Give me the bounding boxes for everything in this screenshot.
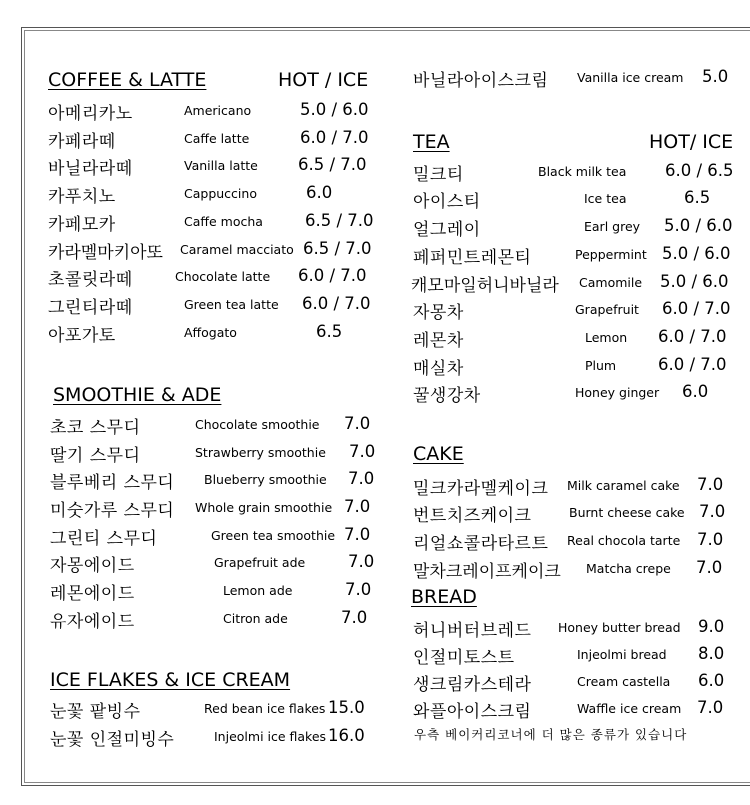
menu-item-english: Honey butter bread [558, 620, 681, 635]
menu-item-name: 초콜릿라떼 [48, 270, 133, 290]
menu-item-english: Injeolmi bread [577, 647, 667, 662]
menu-item-name: 그린티라떼 [48, 298, 133, 318]
menu-item-name: 아포가토 [48, 326, 116, 346]
menu-item-price: 6.0 [306, 183, 333, 202]
menu-item-price: 5.0 / 6.0 [660, 272, 729, 291]
menu-item-name: 딸기 스무디 [50, 446, 141, 466]
menu-item-english: Plum [585, 358, 617, 373]
menu-item-english: Burnt cheese cake [569, 505, 685, 520]
bread-heading: BREAD [411, 586, 477, 608]
menu-item-english: Green tea smoothie [211, 528, 336, 543]
menu-item-name: 얼그레이 [413, 220, 481, 240]
menu-item-english: Matcha crepe [586, 561, 671, 576]
menu-item-price: 6.5 / 7.0 [303, 239, 372, 258]
menu-item-price: 6.0 [698, 671, 725, 690]
menu-item-english: Green tea latte [184, 297, 279, 312]
menu-item-english: Black milk tea [538, 164, 627, 179]
menu-item-price: 7.0 [348, 469, 375, 488]
menu-item-english: Peppermint [575, 247, 647, 262]
menu-item-english: Ice tea [584, 191, 627, 206]
menu-item-english: Waffle ice cream [577, 701, 682, 716]
menu-item-name: 블루베리 스무디 [50, 473, 175, 493]
tea-hot-ice-label: HOT/ ICE [649, 131, 734, 153]
menu-item-price: 8.0 [698, 644, 725, 663]
menu-item-english: Strawberry smoothie [195, 445, 326, 460]
menu-item-price: 7.0 [341, 608, 368, 627]
menu-item-name: 그린티 스무디 [50, 529, 158, 549]
menu-item-price: 6.0 / 7.0 [302, 294, 371, 313]
menu-item-english: Earl grey [584, 219, 641, 234]
menu-item-name: 매실차 [413, 359, 464, 379]
menu-item-price: 6.5 [684, 188, 711, 207]
cake-heading: CAKE [413, 443, 464, 465]
menu-item-price: 5.0 / 6.0 [300, 100, 369, 119]
menu-item-name: 꿀생강차 [413, 386, 481, 406]
menu-item-name: 허니버터브레드 [413, 621, 532, 641]
menu-item-price: 7.0 [345, 580, 372, 599]
menu-item-english: Caffe mocha [184, 214, 263, 229]
menu-item-price: 7.0 [344, 414, 371, 433]
menu-item-name: 자몽차 [413, 303, 464, 323]
menu-item-name: 눈꽃 팥빙수 [50, 702, 141, 722]
menu-item-name: 바닐라라떼 [48, 159, 133, 179]
tea-heading: TEA [413, 131, 450, 153]
menu-item-english: Camomile [579, 275, 643, 290]
menu-item-english: Affogato [184, 325, 237, 340]
menu-item-english: Grapefruit [575, 302, 639, 317]
menu-item-name: 캐모마일허니바닐라 [411, 276, 559, 296]
menu-item-price: 7.0 [344, 525, 371, 544]
menu-item-english: Cream castella [577, 674, 671, 689]
menu-item-price: 6.5 / 7.0 [305, 211, 374, 230]
menu-item-english: Whole grain smoothie [195, 500, 333, 515]
menu-item-price: 6.0 / 7.0 [300, 128, 369, 147]
menu-item-english: Red bean ice flakes [204, 701, 326, 716]
coffee-hot-ice-label: HOT / ICE [278, 69, 369, 91]
menu-item-english: Citron ade [223, 611, 288, 626]
menu-item-price: 7.0 [344, 497, 371, 516]
menu-item-english: Milk caramel cake [567, 478, 680, 493]
menu-item-price: 9.0 [698, 617, 725, 636]
menu-item-name: 카푸치노 [48, 187, 116, 207]
menu-item-price: 6.0 / 7.0 [298, 266, 367, 285]
menu-item-price: 6.0 / 6.5 [665, 161, 734, 180]
menu-item-name: 카라멜마키아또 [48, 243, 163, 263]
menu-item-english: Injeolmi ice flakes [214, 729, 327, 744]
menu-item-price: 6.0 [682, 382, 709, 401]
bakery-note: 우측 베이커리코너에 더 많은 종류가 있습니다 [414, 727, 688, 742]
menu-item-english: Vanilla latte [184, 158, 258, 173]
menu-item-price: 15.0 [328, 698, 365, 717]
menu-item-english: Real chocola tarte [567, 533, 681, 548]
menu-item-price: 7.0 [349, 442, 376, 461]
menu-item-name: 바닐라아이스크림 [413, 71, 549, 91]
menu-item-price: 6.0 / 7.0 [658, 355, 727, 374]
menu-item-name: 레몬에이드 [50, 584, 135, 604]
menu-item-name: 눈꽃 인절미빙수 [50, 730, 175, 750]
menu-item-price: 7.0 [697, 698, 724, 717]
menu-item-price: 7.0 [699, 502, 726, 521]
menu-item-english: Chocolate latte [175, 269, 271, 284]
menu-item-english: Americano [184, 103, 252, 118]
menu-item-name: 리얼쇼콜라타르트 [413, 534, 549, 554]
coffee-heading: COFFEE & LATTE [48, 69, 207, 91]
smoothie-heading: SMOOTHIE & ADE [53, 384, 222, 406]
menu-item-name: 카페모카 [48, 215, 116, 235]
menu-item-price: 6.0 / 7.0 [658, 327, 727, 346]
menu-item-name: 아메리카노 [48, 104, 133, 124]
menu-item-english: Lemon ade [223, 583, 293, 598]
menu-item-english: Caffe latte [184, 131, 250, 146]
menu-item-name: 미숫가루 스무디 [50, 501, 175, 521]
menu-item-name: 카페라떼 [48, 132, 116, 152]
menu-item-english: Vanilla ice cream [577, 70, 684, 85]
menu-item-name: 레몬차 [413, 331, 464, 351]
menu-item-name: 말차크레이프케이크 [413, 562, 561, 582]
menu-item-name: 밀크카라멜케이크 [413, 479, 549, 499]
menu-item-name: 인절미토스트 [413, 648, 515, 668]
menu-item-name: 자몽에이드 [50, 556, 135, 576]
menu-item-price: 16.0 [328, 726, 365, 745]
menu-item-price: 7.0 [697, 530, 724, 549]
menu-item-price: 7.0 [696, 558, 723, 577]
menu-item-english: Cappuccino [184, 186, 257, 201]
menu-item-english: Caramel macciato [180, 242, 294, 257]
menu-item-name: 밀크티 [413, 165, 464, 185]
ice-heading: ICE FLAKES & ICE CREAM [50, 669, 291, 691]
menu-item-price: 6.0 / 7.0 [662, 299, 731, 318]
menu-item-price: 6.5 / 7.0 [298, 155, 367, 174]
menu-item-price: 7.0 [697, 475, 724, 494]
menu-item-name: 아이스티 [413, 192, 481, 212]
menu-item-name: 초코 스무디 [50, 418, 141, 438]
menu-item-price: 6.5 [316, 322, 343, 341]
menu-item-english: Honey ginger [575, 385, 660, 400]
menu-item-price: 5.0 / 6.0 [662, 244, 731, 263]
menu-item-price: 5.0 [702, 67, 729, 86]
menu-item-english: Blueberry smoothie [204, 472, 327, 487]
menu-item-name: 번트치즈케이크 [413, 506, 532, 526]
menu-item-english: Grapefruit ade [214, 555, 306, 570]
menu-item-price: 7.0 [348, 552, 375, 571]
menu-item-price: 5.0 / 6.0 [664, 216, 733, 235]
menu-item-name: 유자에이드 [50, 612, 135, 632]
menu-item-name: 생크림카스테라 [413, 675, 532, 695]
menu-item-english: Chocolate smoothie [195, 417, 320, 432]
menu-item-english: Lemon [585, 330, 628, 345]
menu-item-name: 와플아이스크림 [413, 702, 532, 722]
menu-item-name: 페퍼민트레몬티 [413, 248, 532, 268]
